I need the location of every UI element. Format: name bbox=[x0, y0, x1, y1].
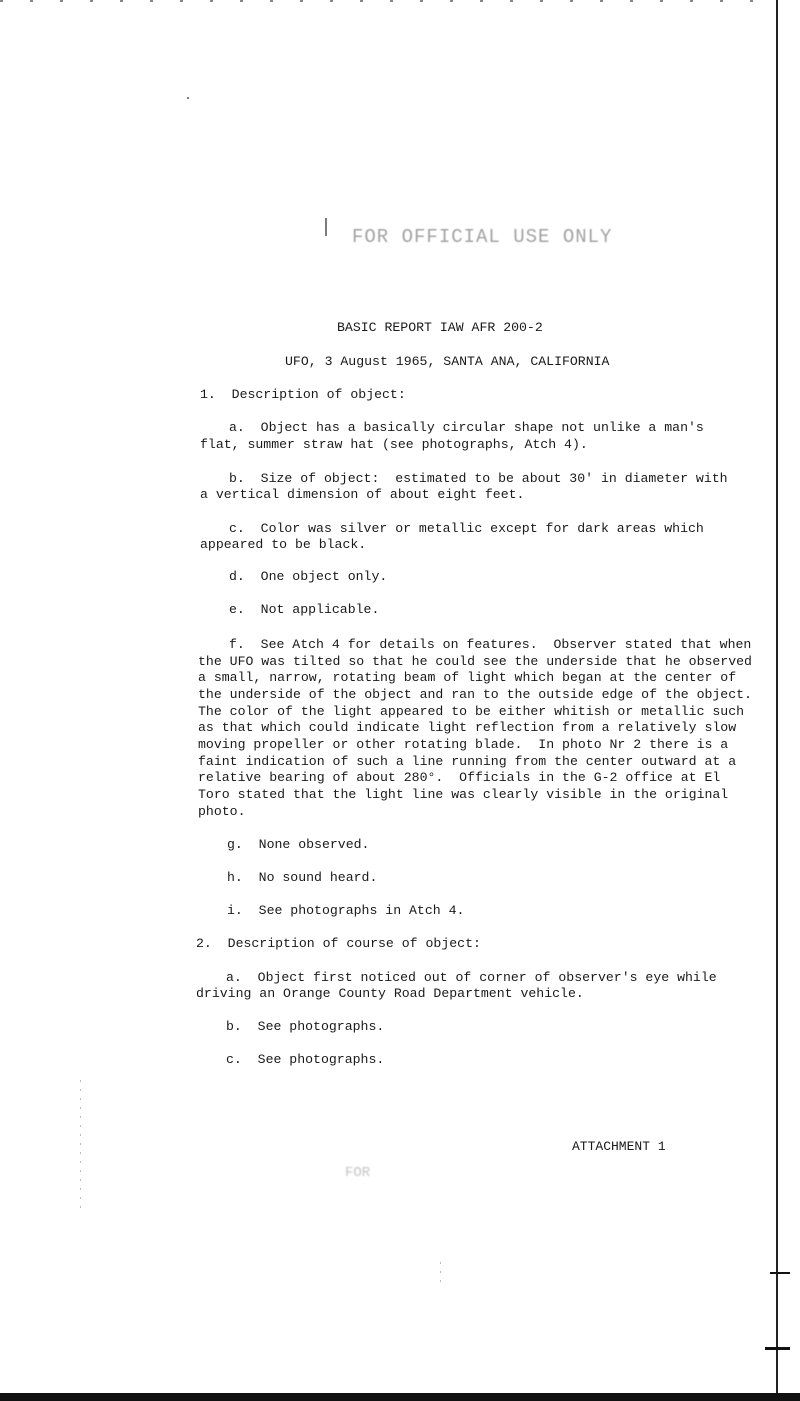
item-1c-line-1: c. Color was silver or metallic except for dark areas which bbox=[229, 521, 704, 536]
scan-artifact bbox=[80, 1080, 81, 1210]
item-1i: i. See photographs in Atch 4. bbox=[227, 903, 465, 918]
scan-speck bbox=[187, 97, 189, 99]
stamp-mark bbox=[325, 218, 327, 236]
item-1b-line-2: a vertical dimension of about eight feet. bbox=[200, 487, 525, 502]
item-1f-line-1: f. See Atch 4 for details on features. Observer stated that when bbox=[229, 637, 752, 652]
scan-top-edge bbox=[0, 0, 775, 2]
report-subtitle: UFO, 3 August 1965, SANTA ANA, CALIFORNIA bbox=[285, 354, 610, 369]
item-1g: g. None observed. bbox=[227, 837, 370, 852]
scan-mark bbox=[770, 1272, 790, 1274]
item-2a-line-1: a. Object first noticed out of corner of observer's eye while bbox=[226, 970, 717, 985]
item-1f-line-2: the UFO was tilted so that he could see the underside that he observed bbox=[198, 654, 752, 669]
item-1c-line-2: appeared to be black. bbox=[200, 537, 367, 552]
item-1f-line-8: faint indication of such a line running from the center outward at a bbox=[198, 754, 737, 769]
item-1f-line-5: The color of the light appeared to be either whitish or metallic such bbox=[198, 704, 745, 719]
section-2-heading: 2. Description of course of object: bbox=[196, 936, 481, 951]
report-title: BASIC REPORT IAW AFR 200-2 bbox=[337, 320, 543, 335]
item-1f-line-7: moving propeller or other rotating blade. In photo Nr 2 there is a bbox=[198, 737, 729, 752]
item-2c: c. See photographs. bbox=[226, 1052, 385, 1067]
item-1f-line-10: Toro stated that the light line was clearly visible in the original bbox=[198, 787, 729, 802]
item-2b: b. See photographs. bbox=[226, 1019, 385, 1034]
item-1f-line-11: photo. bbox=[198, 804, 246, 819]
item-1f-line-9: relative bearing of about 280°. Officials in the G-2 office at El bbox=[198, 770, 721, 785]
item-1f-line-3: a small, narrow, rotating beam of light which began at the center of bbox=[198, 670, 737, 685]
item-1f-line-4: the underside of the object and ran to the outside edge of the object. bbox=[198, 687, 752, 702]
item-1e: e. Not applicable. bbox=[229, 602, 380, 617]
scan-bottom-edge bbox=[0, 1393, 800, 1401]
item-1d: d. One object only. bbox=[229, 569, 388, 584]
section-1-heading: 1. Description of object: bbox=[200, 387, 406, 402]
classification-stamp-bottom: FOR bbox=[345, 1165, 371, 1181]
scan-right-edge bbox=[776, 0, 800, 1401]
item-1a-line-2: flat, summer straw hat (see photographs, Atch 4). bbox=[200, 437, 588, 452]
classification-stamp-top: FOR OFFICIAL USE ONLY bbox=[352, 226, 613, 248]
scan-mark bbox=[765, 1347, 790, 1350]
item-1b-line-1: b. Size of object: estimated to be about 30' in diameter with bbox=[229, 471, 728, 486]
item-2a-line-2: driving an Orange County Road Department vehicle. bbox=[196, 986, 584, 1001]
item-1a-line-1: a. Object has a basically circular shape not unlike a man's bbox=[229, 420, 704, 435]
scan-artifact bbox=[440, 1262, 441, 1284]
item-1h: h. No sound heard. bbox=[227, 870, 378, 885]
item-1f-line-6: as that which could indicate light reflection from a relatively slow bbox=[198, 720, 737, 735]
attachment-label: ATTACHMENT 1 bbox=[572, 1139, 666, 1154]
